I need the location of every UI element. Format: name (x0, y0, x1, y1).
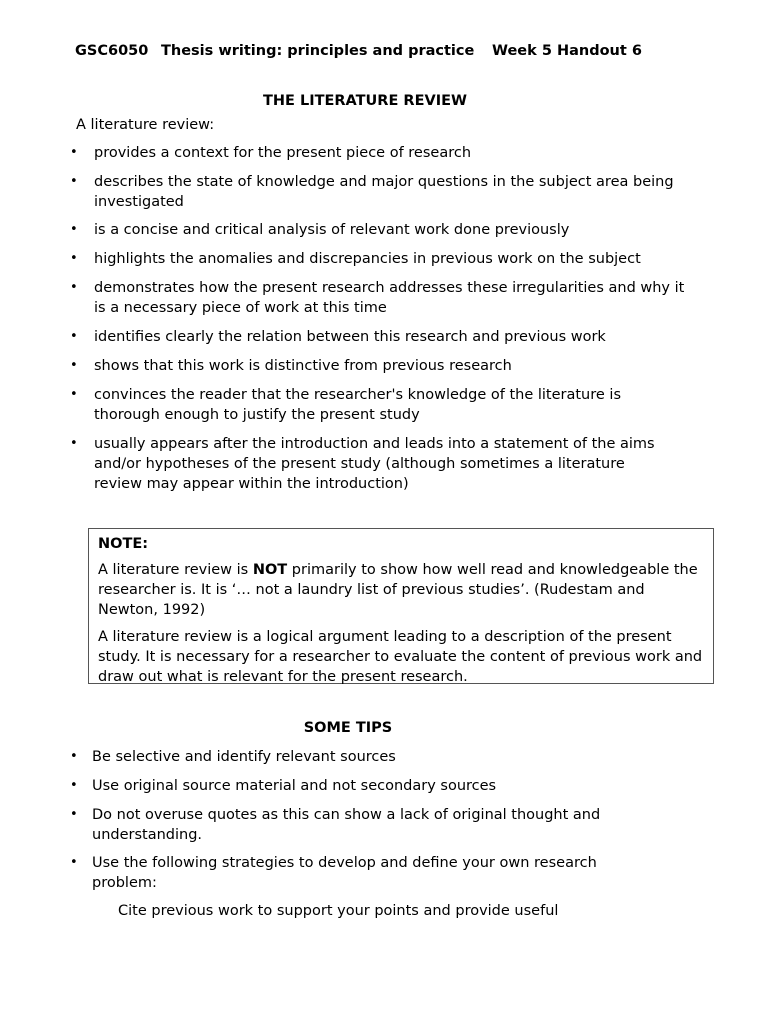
note-emphasis: NOT (252, 562, 288, 578)
page-header (75, 41, 642, 61)
list-item-text: Use original source material and not secondary sources (92, 778, 497, 794)
list-item-text: describes the state of knowledge and major questions in the subject area being investigated (94, 174, 674, 210)
bullet-icon: • (70, 145, 78, 160)
bullet-icon: • (70, 387, 78, 402)
bullet-icon: • (70, 749, 78, 764)
bullet-icon: • (70, 329, 78, 344)
bullet-icon: • (70, 358, 78, 373)
bullet-icon: • (70, 174, 78, 189)
bullet-icon: • (70, 251, 78, 266)
bullet-icon: • (70, 280, 78, 295)
bullet-icon: • (70, 807, 78, 822)
list-item-text: identifies clearly the relation between this research and previous work (94, 329, 606, 345)
some-tips-title: SOME TIPS (303, 720, 393, 736)
list-item-text: Do not overuse quotes as this can show a lack of original thought and understanding. (92, 807, 601, 843)
note-box (88, 528, 714, 684)
bullet-icon: • (70, 436, 78, 451)
bullet-icon: • (70, 855, 78, 870)
course-title: Thesis writing: principles and practice (161, 43, 475, 59)
note-label: NOTE: (98, 536, 149, 552)
list-item-text: convinces the reader that the researcher's knowledge of the literature is thorough enough to justify the present study (94, 387, 621, 423)
intro-text: A literature review: (76, 117, 215, 133)
list-item-text: is a concise and critical analysis of relevant work done previously (94, 222, 570, 238)
continuation-text: Cite previous work to support your points and provide useful (118, 903, 559, 919)
bullet-icon: • (70, 222, 78, 237)
note-text: A literature review is (98, 562, 253, 578)
list-item-text: shows that this work is distinctive from previous research (94, 358, 512, 374)
literature-review-title: THE LITERATURE REVIEW (262, 93, 468, 109)
list-item-text: Be selective and identify relevant sources (92, 749, 396, 765)
list-item-text: highlights the anomalies and discrepancies in previous work on the subject (94, 251, 641, 267)
list-item-text: usually appears after the introduction and leads into a statement of the aims and/or hypotheses of the present study (although sometimes a literature review may appear within the introduction) (94, 436, 655, 492)
list-item-text: demonstrates how the present research addresses these irregularities and why it is a necessary piece of work at this time (94, 280, 685, 316)
course-code: GSC6050 (75, 43, 149, 59)
note-paragraph-2: A literature review is a logical argument leading to a description of the present study. It is necessary for a researcher to evaluate the content of previous work and draw out what is relevant for the present research. (98, 629, 703, 685)
bullet-icon: • (70, 778, 78, 793)
list-item-text: provides a context for the present piece of research (94, 145, 472, 161)
handout-label: Week 5 Handout 6 (492, 43, 642, 59)
note-text: primarily to show how well read and knowledgeable the researcher is. It is ‘… not a laundry list of previous studies’. (Rudestam and Newton, 1992) (98, 562, 698, 618)
note-paragraph-1 (98, 560, 704, 620)
list-item-text: Use the following strategies to develop and define your own research problem: (92, 855, 597, 891)
